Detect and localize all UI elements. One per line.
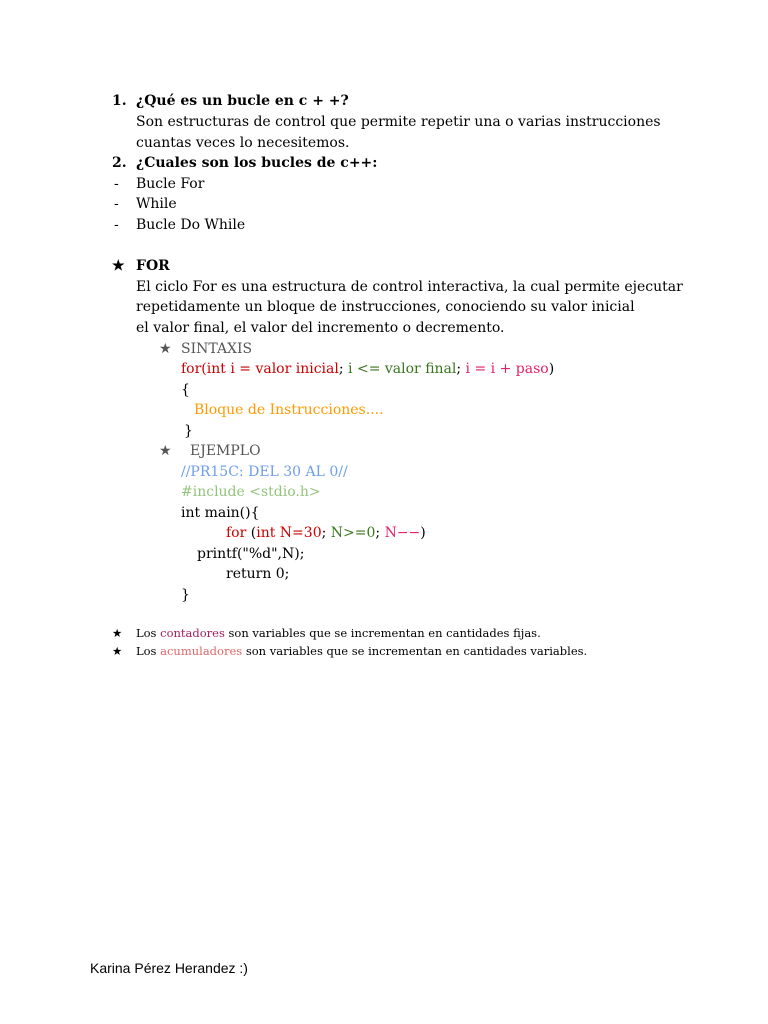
- note-suffix: son variables que se incrementan en cantidades variables.: [242, 644, 588, 658]
- for-description-line-2: repetidamente un bloque de instrucciones, conociendo su valor inicial: [136, 299, 635, 315]
- for-description-line-1: El ciclo For es una estructura de control interactiva, la cual permite ejecutar: [136, 279, 683, 295]
- close-paren: ): [548, 361, 555, 377]
- term-contadores: contadores: [160, 626, 225, 640]
- code-main: int main(){: [181, 505, 260, 521]
- decrement-expression: N−−: [384, 525, 421, 541]
- list-item-text: Bucle Do While: [136, 217, 246, 233]
- question-1-text: ¿Qué es un bucle en c + +?: [136, 93, 349, 109]
- dash-marker: -: [114, 176, 119, 192]
- for-keyword: for(: [181, 361, 207, 377]
- close-brace: }: [184, 423, 193, 439]
- close-paren: ): [420, 525, 426, 541]
- init-expression: int N=30: [256, 525, 322, 541]
- star-icon: ★: [112, 258, 125, 274]
- answer-1-line-1: Son estructuras de control que permite repetir una o varias instrucciones: [136, 114, 661, 130]
- answer-1-line-2: cuantas veces lo necesitemos.: [136, 135, 350, 151]
- sintaxis-label: SINTAXIS: [181, 341, 253, 357]
- separator: ;: [375, 525, 385, 541]
- note-text: [136, 643, 587, 659]
- ejemplo-label: EJEMPLO: [190, 443, 261, 459]
- star-icon: ★: [159, 341, 172, 357]
- question-1-number: 1.: [112, 93, 127, 109]
- code-printf: printf("%d",N);: [197, 546, 305, 562]
- note-text: [136, 625, 541, 641]
- star-icon: ★: [112, 644, 123, 658]
- term-acumuladores: acumuladores: [160, 644, 243, 658]
- open-paren: (: [246, 525, 257, 541]
- question-2-text: ¿Cuales son los bucles de c++:: [136, 155, 378, 171]
- separator: ;: [321, 525, 331, 541]
- star-icon: ★: [159, 443, 172, 459]
- instructions-block: Bloque de Instrucciones....: [194, 402, 384, 418]
- separator: ;: [456, 361, 466, 377]
- separator: ;: [338, 361, 349, 377]
- for-keyword: for: [226, 525, 247, 541]
- star-icon: ★: [112, 626, 123, 640]
- open-brace: {: [181, 382, 190, 398]
- condition-expression: N>=0: [330, 525, 376, 541]
- question-2-number: 2.: [112, 155, 127, 171]
- footer-author: Karina Pérez Herandez :): [90, 960, 248, 976]
- increment-expression: i = i + paso: [465, 361, 549, 377]
- for-title: FOR: [136, 258, 170, 274]
- list-item-text: While: [136, 196, 177, 212]
- list-item-text: Bucle For: [136, 176, 205, 192]
- init-expression: int i = valor inicial: [206, 361, 339, 377]
- code-close-brace: }: [181, 587, 190, 603]
- condition-expression: i <= valor final: [348, 361, 457, 377]
- code-include: #include <stdio.h>: [181, 484, 321, 500]
- note-prefix: Los: [136, 644, 161, 658]
- note-suffix: son variables que se incrementan en cantidades fijas.: [224, 626, 541, 640]
- code-return: return 0;: [226, 566, 290, 582]
- note-prefix: Los: [136, 626, 161, 640]
- dash-marker: -: [114, 217, 119, 233]
- dash-marker: -: [114, 196, 119, 212]
- code-comment: //PR15C: DEL 30 AL 0//: [181, 464, 348, 480]
- for-description-line-3: el valor final, el valor del incremento o decremento.: [136, 320, 505, 336]
- sintaxis-for-line: [181, 359, 554, 379]
- code-for-line: [226, 523, 426, 543]
